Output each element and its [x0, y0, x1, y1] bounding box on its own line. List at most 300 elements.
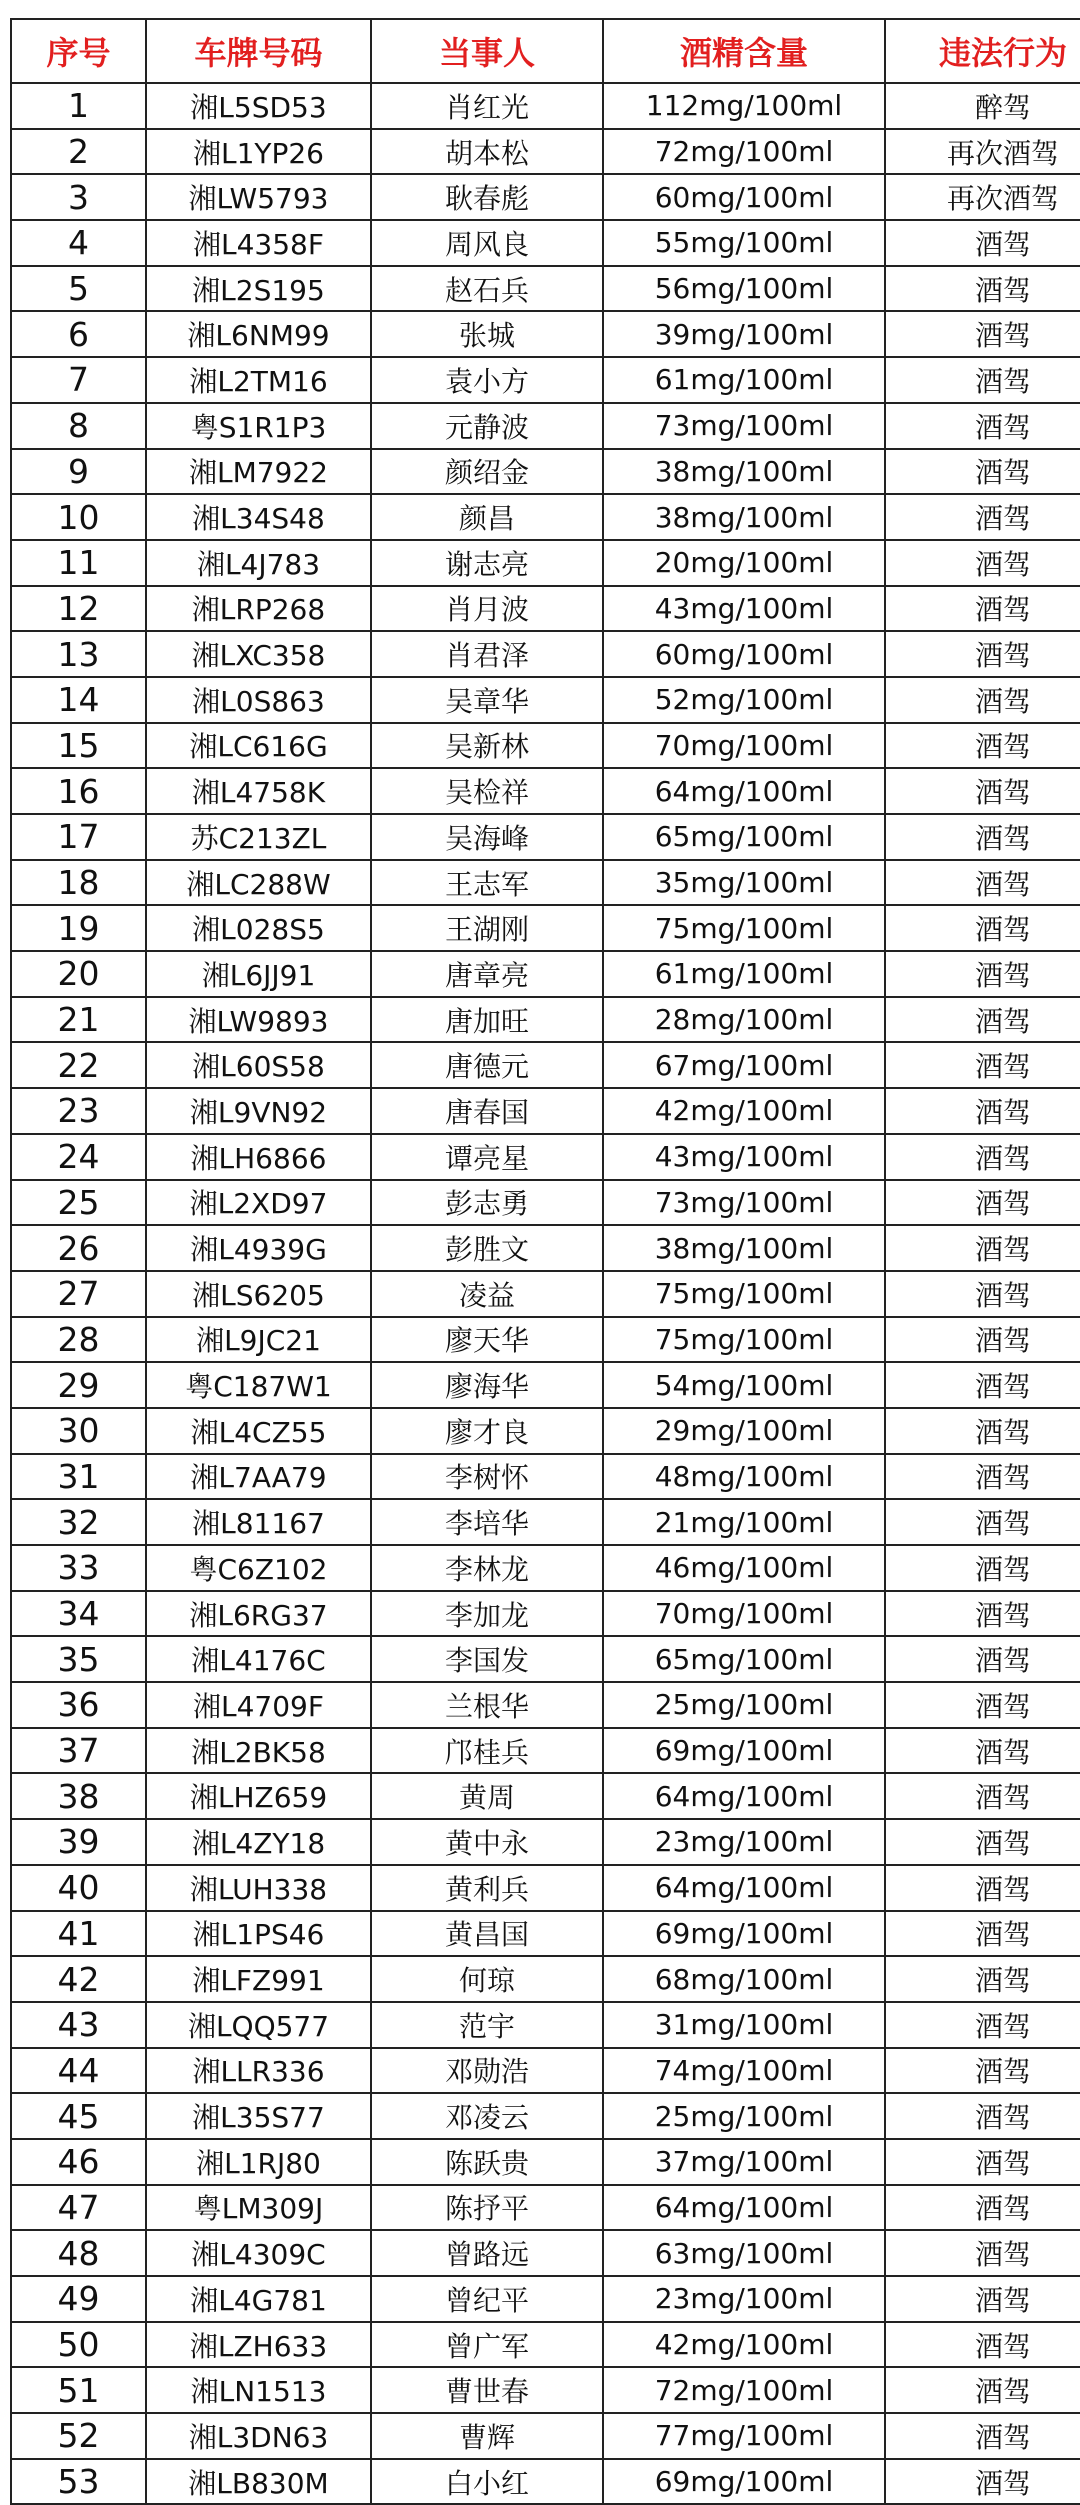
cell-party: 吴检祥	[371, 768, 603, 814]
table-row	[11, 1454, 1080, 1500]
table-row	[11, 1317, 1080, 1363]
table-body	[11, 83, 1080, 2504]
cell-party: 彭胜文	[371, 1225, 603, 1271]
cell-violation: 酒驾	[885, 1225, 1080, 1271]
cell-seq: 45	[11, 2093, 146, 2139]
cell-violation: 酒驾	[885, 723, 1080, 769]
cell-party: 凌益	[371, 1271, 603, 1317]
cell-party: 曹辉	[371, 2413, 603, 2459]
cell-alcohol: 69mg/100ml	[603, 1728, 885, 1774]
cell-party: 邓勋浩	[371, 2048, 603, 2094]
cell-plate: 湘L4758K	[146, 768, 371, 814]
cell-seq: 41	[11, 1911, 146, 1957]
cell-party: 曹世春	[371, 2367, 603, 2413]
table-row	[11, 494, 1080, 540]
cell-party: 颜昌	[371, 494, 603, 540]
cell-alcohol: 31mg/100ml	[603, 2002, 885, 2048]
cell-party: 邓凌云	[371, 2093, 603, 2139]
table-row	[11, 220, 1080, 266]
cell-alcohol: 21mg/100ml	[603, 1499, 885, 1545]
cell-party: 颜绍金	[371, 449, 603, 495]
cell-plate: 湘LC616G	[146, 723, 371, 769]
cell-seq: 24	[11, 1134, 146, 1180]
cell-violation: 酒驾	[885, 2185, 1080, 2231]
cell-party: 唐加旺	[371, 997, 603, 1043]
cell-plate: 湘L4939G	[146, 1225, 371, 1271]
cell-alcohol: 56mg/100ml	[603, 266, 885, 312]
table-row	[11, 997, 1080, 1043]
cell-seq: 3	[11, 174, 146, 220]
cell-plate: 湘LLR336	[146, 2048, 371, 2094]
cell-plate: 湘L2TM16	[146, 357, 371, 403]
cell-violation: 酒驾	[885, 540, 1080, 586]
cell-violation: 酒驾	[885, 2139, 1080, 2185]
cell-plate: 粤S1R1P3	[146, 403, 371, 449]
cell-violation: 酒驾	[885, 1408, 1080, 1454]
cell-plate: 粤C187W1	[146, 1362, 371, 1408]
cell-plate: 湘L9JC21	[146, 1317, 371, 1363]
cell-party: 唐章亮	[371, 951, 603, 997]
cell-party: 胡本松	[371, 129, 603, 175]
table-row	[11, 266, 1080, 312]
table-row	[11, 1956, 1080, 2002]
cell-violation: 酒驾	[885, 1911, 1080, 1957]
cell-party: 肖君泽	[371, 631, 603, 677]
cell-party: 曾广军	[371, 2322, 603, 2368]
cell-plate: 湘L2S195	[146, 266, 371, 312]
cell-party: 黄利兵	[371, 1865, 603, 1911]
cell-seq: 53	[11, 2459, 146, 2505]
cell-alcohol: 75mg/100ml	[603, 905, 885, 951]
header-alcohol: 酒精含量	[603, 19, 885, 83]
cell-violation: 酒驾	[885, 586, 1080, 632]
table-row	[11, 2276, 1080, 2322]
cell-plate: 湘LQQ577	[146, 2002, 371, 2048]
cell-violation: 酒驾	[885, 2048, 1080, 2094]
cell-alcohol: 38mg/100ml	[603, 449, 885, 495]
cell-party: 黄周	[371, 1773, 603, 1819]
cell-alcohol: 63mg/100ml	[603, 2230, 885, 2276]
violation-table	[10, 18, 1080, 2505]
cell-party: 李加龙	[371, 1591, 603, 1637]
cell-party: 白小红	[371, 2459, 603, 2505]
header-party: 当事人	[371, 19, 603, 83]
cell-party: 李树怀	[371, 1454, 603, 1500]
table-row	[11, 2322, 1080, 2368]
cell-alcohol: 38mg/100ml	[603, 1225, 885, 1271]
cell-violation: 酒驾	[885, 677, 1080, 723]
cell-party: 谢志亮	[371, 540, 603, 586]
cell-violation: 酒驾	[885, 1773, 1080, 1819]
table-row	[11, 1362, 1080, 1408]
cell-violation: 酒驾	[885, 1545, 1080, 1591]
cell-party: 赵石兵	[371, 266, 603, 312]
cell-party: 廖天华	[371, 1317, 603, 1363]
cell-plate: 湘L0S863	[146, 677, 371, 723]
cell-plate: 湘L4309C	[146, 2230, 371, 2276]
cell-seq: 16	[11, 768, 146, 814]
cell-plate: 湘L4G781	[146, 2276, 371, 2322]
cell-seq: 9	[11, 449, 146, 495]
cell-alcohol: 23mg/100ml	[603, 1819, 885, 1865]
table-row	[11, 768, 1080, 814]
table-row	[11, 2459, 1080, 2505]
cell-violation: 酒驾	[885, 1819, 1080, 1865]
cell-party: 吴章华	[371, 677, 603, 723]
table-row	[11, 449, 1080, 495]
table-row	[11, 1682, 1080, 1728]
cell-alcohol: 65mg/100ml	[603, 1636, 885, 1682]
table-row	[11, 1499, 1080, 1545]
cell-plate: 湘L4176C	[146, 1636, 371, 1682]
cell-alcohol: 69mg/100ml	[603, 2459, 885, 2505]
cell-alcohol: 48mg/100ml	[603, 1454, 885, 1500]
cell-plate: 湘LW9893	[146, 997, 371, 1043]
table-row	[11, 1271, 1080, 1317]
cell-alcohol: 38mg/100ml	[603, 494, 885, 540]
header-violation: 违法行为	[885, 19, 1080, 83]
cell-seq: 28	[11, 1317, 146, 1363]
cell-violation: 酒驾	[885, 1956, 1080, 2002]
cell-alcohol: 73mg/100ml	[603, 1180, 885, 1226]
cell-violation: 酒驾	[885, 1042, 1080, 1088]
table-row	[11, 2002, 1080, 2048]
cell-seq: 33	[11, 1545, 146, 1591]
cell-plate: 湘L028S5	[146, 905, 371, 951]
cell-violation: 酒驾	[885, 1317, 1080, 1363]
cell-plate: 粤LM309J	[146, 2185, 371, 2231]
cell-seq: 22	[11, 1042, 146, 1088]
table-row	[11, 905, 1080, 951]
cell-plate: 湘L4J783	[146, 540, 371, 586]
cell-violation: 酒驾	[885, 1271, 1080, 1317]
cell-violation: 酒驾	[885, 1088, 1080, 1134]
cell-alcohol: 77mg/100ml	[603, 2413, 885, 2459]
table-row	[11, 1728, 1080, 1774]
cell-plate: 湘L6NM99	[146, 311, 371, 357]
cell-plate: 湘LUH338	[146, 1865, 371, 1911]
cell-seq: 51	[11, 2367, 146, 2413]
cell-party: 李林龙	[371, 1545, 603, 1591]
cell-violation: 酒驾	[885, 631, 1080, 677]
cell-seq: 7	[11, 357, 146, 403]
cell-plate: 湘LFZ991	[146, 1956, 371, 2002]
cell-plate: 湘L1PS46	[146, 1911, 371, 1957]
table-row	[11, 2093, 1080, 2139]
cell-alcohol: 54mg/100ml	[603, 1362, 885, 1408]
cell-violation: 酒驾	[885, 266, 1080, 312]
cell-alcohol: 25mg/100ml	[603, 2093, 885, 2139]
table-row	[11, 174, 1080, 220]
cell-violation: 酒驾	[885, 997, 1080, 1043]
cell-plate: 湘LN1513	[146, 2367, 371, 2413]
cell-alcohol: 70mg/100ml	[603, 723, 885, 769]
cell-seq: 29	[11, 1362, 146, 1408]
cell-alcohol: 52mg/100ml	[603, 677, 885, 723]
table-row	[11, 1865, 1080, 1911]
table-row	[11, 677, 1080, 723]
table-row	[11, 631, 1080, 677]
cell-seq: 11	[11, 540, 146, 586]
cell-party: 廖才良	[371, 1408, 603, 1454]
table-row	[11, 1088, 1080, 1134]
table-row	[11, 1819, 1080, 1865]
cell-party: 陈跃贵	[371, 2139, 603, 2185]
cell-violation: 酒驾	[885, 220, 1080, 266]
cell-alcohol: 75mg/100ml	[603, 1271, 885, 1317]
table-row	[11, 1180, 1080, 1226]
cell-seq: 10	[11, 494, 146, 540]
cell-plate: 湘LXC358	[146, 631, 371, 677]
cell-seq: 32	[11, 1499, 146, 1545]
cell-alcohol: 25mg/100ml	[603, 1682, 885, 1728]
cell-seq: 39	[11, 1819, 146, 1865]
cell-seq: 50	[11, 2322, 146, 2368]
cell-party: 何琼	[371, 1956, 603, 2002]
cell-alcohol: 42mg/100ml	[603, 2322, 885, 2368]
table-row	[11, 403, 1080, 449]
cell-plate: 湘L2BK58	[146, 1728, 371, 1774]
cell-party: 李培华	[371, 1499, 603, 1545]
cell-violation: 酒驾	[885, 1180, 1080, 1226]
cell-party: 王志军	[371, 860, 603, 906]
cell-plate: 湘LHZ659	[146, 1773, 371, 1819]
cell-alcohol: 64mg/100ml	[603, 1865, 885, 1911]
cell-violation: 酒驾	[885, 1591, 1080, 1637]
cell-party: 李国发	[371, 1636, 603, 1682]
cell-seq: 21	[11, 997, 146, 1043]
cell-alcohol: 64mg/100ml	[603, 1773, 885, 1819]
cell-party: 黄昌国	[371, 1911, 603, 1957]
cell-plate: 湘LZH633	[146, 2322, 371, 2368]
table-row	[11, 83, 1080, 129]
cell-plate: 湘L5SD53	[146, 83, 371, 129]
cell-violation: 酒驾	[885, 2322, 1080, 2368]
table-row	[11, 2048, 1080, 2094]
table-row	[11, 540, 1080, 586]
cell-alcohol: 28mg/100ml	[603, 997, 885, 1043]
table-row	[11, 1773, 1080, 1819]
cell-party: 元静波	[371, 403, 603, 449]
cell-violation: 醉驾	[885, 83, 1080, 129]
cell-alcohol: 61mg/100ml	[603, 357, 885, 403]
table-row	[11, 586, 1080, 632]
cell-plate: 湘L9VN92	[146, 1088, 371, 1134]
cell-seq: 52	[11, 2413, 146, 2459]
cell-seq: 12	[11, 586, 146, 632]
header-plate: 车牌号码	[146, 19, 371, 83]
table-row	[11, 1408, 1080, 1454]
cell-violation: 酒驾	[885, 768, 1080, 814]
cell-party: 袁小方	[371, 357, 603, 403]
cell-violation: 酒驾	[885, 357, 1080, 403]
cell-alcohol: 75mg/100ml	[603, 1317, 885, 1363]
cell-party: 肖月波	[371, 586, 603, 632]
table-row	[11, 814, 1080, 860]
cell-seq: 17	[11, 814, 146, 860]
table-row	[11, 1545, 1080, 1591]
table-row	[11, 2139, 1080, 2185]
cell-violation: 酒驾	[885, 2230, 1080, 2276]
cell-alcohol: 60mg/100ml	[603, 174, 885, 220]
cell-violation: 酒驾	[885, 860, 1080, 906]
cell-violation: 酒驾	[885, 494, 1080, 540]
cell-seq: 14	[11, 677, 146, 723]
cell-alcohol: 23mg/100ml	[603, 2276, 885, 2322]
cell-violation: 酒驾	[885, 951, 1080, 997]
cell-alcohol: 35mg/100ml	[603, 860, 885, 906]
cell-alcohol: 37mg/100ml	[603, 2139, 885, 2185]
cell-alcohol: 70mg/100ml	[603, 1591, 885, 1637]
cell-seq: 23	[11, 1088, 146, 1134]
cell-violation: 酒驾	[885, 311, 1080, 357]
cell-violation: 再次酒驾	[885, 174, 1080, 220]
cell-seq: 4	[11, 220, 146, 266]
cell-violation: 酒驾	[885, 403, 1080, 449]
cell-plate: 湘LS6205	[146, 1271, 371, 1317]
cell-violation: 再次酒驾	[885, 129, 1080, 175]
cell-violation: 酒驾	[885, 1636, 1080, 1682]
cell-party: 廖海华	[371, 1362, 603, 1408]
cell-violation: 酒驾	[885, 1362, 1080, 1408]
cell-alcohol: 46mg/100ml	[603, 1545, 885, 1591]
cell-seq: 42	[11, 1956, 146, 2002]
cell-plate: 湘LM7922	[146, 449, 371, 495]
cell-seq: 15	[11, 723, 146, 769]
cell-seq: 38	[11, 1773, 146, 1819]
cell-seq: 20	[11, 951, 146, 997]
cell-alcohol: 72mg/100ml	[603, 129, 885, 175]
cell-violation: 酒驾	[885, 2459, 1080, 2505]
cell-party: 曾路远	[371, 2230, 603, 2276]
cell-alcohol: 68mg/100ml	[603, 1956, 885, 2002]
cell-alcohol: 61mg/100ml	[603, 951, 885, 997]
cell-seq: 46	[11, 2139, 146, 2185]
table-row	[11, 1042, 1080, 1088]
cell-party: 彭志勇	[371, 1180, 603, 1226]
cell-seq: 6	[11, 311, 146, 357]
table-row	[11, 860, 1080, 906]
table-row	[11, 1134, 1080, 1180]
cell-seq: 5	[11, 266, 146, 312]
cell-seq: 8	[11, 403, 146, 449]
cell-plate: 粤C6Z102	[146, 1545, 371, 1591]
cell-plate: 湘LW5793	[146, 174, 371, 220]
cell-plate: 湘LRP268	[146, 586, 371, 632]
table-row	[11, 2230, 1080, 2276]
cell-alcohol: 64mg/100ml	[603, 768, 885, 814]
cell-plate: 湘L6JJ91	[146, 951, 371, 997]
cell-party: 唐春国	[371, 1088, 603, 1134]
cell-party: 黄中永	[371, 1819, 603, 1865]
table-row	[11, 1636, 1080, 1682]
cell-violation: 酒驾	[885, 2002, 1080, 2048]
cell-alcohol: 43mg/100ml	[603, 586, 885, 632]
cell-seq: 36	[11, 1682, 146, 1728]
cell-party: 吴海峰	[371, 814, 603, 860]
cell-seq: 1	[11, 83, 146, 129]
cell-violation: 酒驾	[885, 1454, 1080, 1500]
cell-alcohol: 60mg/100ml	[603, 631, 885, 677]
cell-seq: 13	[11, 631, 146, 677]
cell-alcohol: 29mg/100ml	[603, 1408, 885, 1454]
cell-seq: 48	[11, 2230, 146, 2276]
cell-seq: 27	[11, 1271, 146, 1317]
cell-party: 陈抒平	[371, 2185, 603, 2231]
cell-plate: 湘LH6866	[146, 1134, 371, 1180]
cell-plate: 湘L4CZ55	[146, 1408, 371, 1454]
cell-alcohol: 39mg/100ml	[603, 311, 885, 357]
table-row	[11, 2413, 1080, 2459]
header-row	[11, 19, 1080, 83]
cell-alcohol: 67mg/100ml	[603, 1042, 885, 1088]
cell-party: 邝桂兵	[371, 1728, 603, 1774]
cell-seq: 47	[11, 2185, 146, 2231]
cell-plate: 湘L60S58	[146, 1042, 371, 1088]
cell-party: 王湖刚	[371, 905, 603, 951]
cell-plate: 湘L1YP26	[146, 129, 371, 175]
cell-party: 吴新林	[371, 723, 603, 769]
cell-party: 肖红光	[371, 83, 603, 129]
cell-alcohol: 65mg/100ml	[603, 814, 885, 860]
cell-seq: 25	[11, 1180, 146, 1226]
table-row	[11, 2367, 1080, 2413]
cell-violation: 酒驾	[885, 449, 1080, 495]
cell-alcohol: 42mg/100ml	[603, 1088, 885, 1134]
table-row	[11, 1911, 1080, 1957]
cell-party: 范宇	[371, 2002, 603, 2048]
cell-plate: 湘L2XD97	[146, 1180, 371, 1226]
cell-seq: 49	[11, 2276, 146, 2322]
cell-alcohol: 74mg/100ml	[603, 2048, 885, 2094]
table-row	[11, 311, 1080, 357]
cell-alcohol: 64mg/100ml	[603, 2185, 885, 2231]
cell-plate: 湘L7AA79	[146, 1454, 371, 1500]
cell-alcohol: 20mg/100ml	[603, 540, 885, 586]
table-row	[11, 951, 1080, 997]
cell-seq: 26	[11, 1225, 146, 1271]
cell-seq: 18	[11, 860, 146, 906]
cell-violation: 酒驾	[885, 2367, 1080, 2413]
cell-alcohol: 69mg/100ml	[603, 1911, 885, 1957]
cell-plate: 湘LC288W	[146, 860, 371, 906]
table-row	[11, 723, 1080, 769]
cell-violation: 酒驾	[885, 1728, 1080, 1774]
cell-party: 周风良	[371, 220, 603, 266]
cell-violation: 酒驾	[885, 1682, 1080, 1728]
cell-plate: 湘L4ZY18	[146, 1819, 371, 1865]
cell-seq: 37	[11, 1728, 146, 1774]
table-row	[11, 1225, 1080, 1271]
cell-plate: 湘LB830M	[146, 2459, 371, 2505]
cell-violation: 酒驾	[885, 1865, 1080, 1911]
cell-seq: 43	[11, 2002, 146, 2048]
cell-plate: 湘L81167	[146, 1499, 371, 1545]
cell-party: 谭亮星	[371, 1134, 603, 1180]
cell-party: 兰根华	[371, 1682, 603, 1728]
cell-party: 张城	[371, 311, 603, 357]
cell-plate: 湘L35S77	[146, 2093, 371, 2139]
cell-seq: 2	[11, 129, 146, 175]
cell-alcohol: 112mg/100ml	[603, 83, 885, 129]
cell-violation: 酒驾	[885, 1134, 1080, 1180]
cell-alcohol: 43mg/100ml	[603, 1134, 885, 1180]
header-seq: 序号	[11, 19, 146, 83]
cell-alcohol: 72mg/100ml	[603, 2367, 885, 2413]
cell-plate: 湘L34S48	[146, 494, 371, 540]
cell-seq: 30	[11, 1408, 146, 1454]
cell-plate: 湘L4709F	[146, 1682, 371, 1728]
